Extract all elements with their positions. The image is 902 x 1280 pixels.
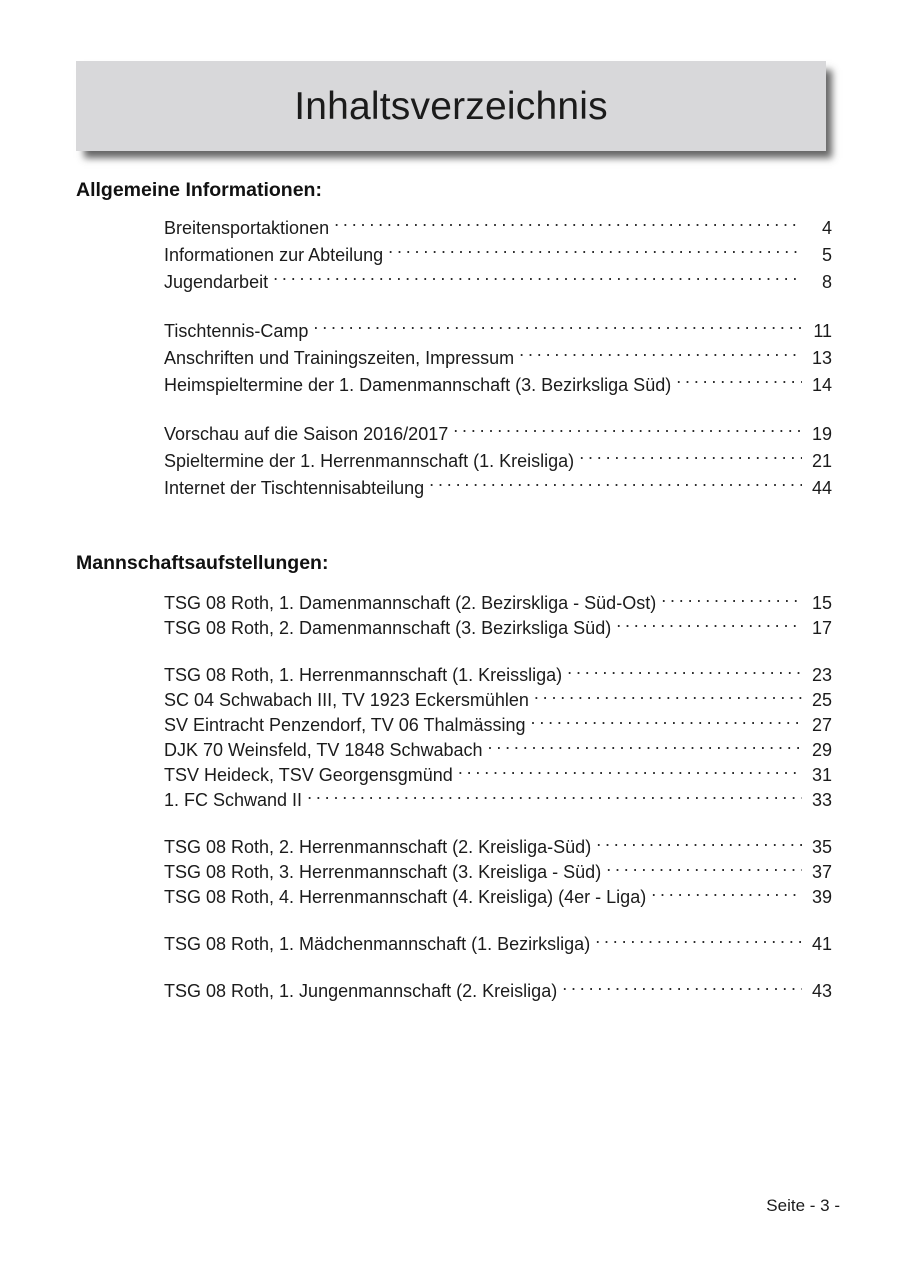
toc-entry-label: 1. FC Schwand II — [164, 790, 303, 810]
spacer — [0, 641, 902, 663]
toc-entry-page: 43 — [811, 981, 832, 1001]
toc-entry-page: 21 — [811, 451, 832, 471]
toc-entry-page: 33 — [811, 790, 832, 810]
toc-entry[interactable] — [164, 448, 832, 475]
toc-entry-page: 27 — [811, 715, 832, 735]
toc-entry-page: 13 — [811, 348, 832, 368]
dot-leader — [676, 373, 802, 391]
spacer — [0, 957, 902, 979]
toc-entry-label: TSG 08 Roth, 2. Herrenmannschaft (2. Kreisliga-Süd) — [164, 837, 592, 857]
dot-leader — [488, 738, 802, 756]
spacer — [0, 296, 902, 318]
toc-entry-page: 39 — [811, 887, 832, 907]
toc-entry[interactable] — [164, 688, 832, 713]
dot-leader — [596, 835, 802, 853]
toc-group — [0, 932, 902, 957]
toc-entry[interactable] — [164, 475, 832, 502]
toc-entry[interactable] — [164, 788, 832, 813]
toc-entry[interactable] — [164, 269, 832, 296]
toc-entry-label: Tischtennis-Camp — [164, 321, 309, 341]
toc-entry[interactable] — [164, 663, 832, 688]
toc-entry-label: TSG 08 Roth, 1. Damenmannschaft (2. Bezirskliga - Süd-Ost) — [164, 593, 657, 613]
toc-entry[interactable] — [164, 616, 832, 641]
toc-entry-label: Anschriften und Trainingszeiten, Impressum — [164, 348, 515, 368]
toc-entry[interactable] — [164, 860, 832, 885]
toc-entry[interactable] — [164, 242, 832, 269]
toc-entry-page: 25 — [811, 690, 832, 710]
spacer — [0, 502, 902, 552]
toc-entry-label: Heimspieltermine der 1. Damenmannschaft (3. Bezirksliga Süd) — [164, 375, 672, 395]
spacer — [0, 202, 902, 215]
footer-page-number: Seite - 3 - — [766, 1196, 840, 1215]
dot-leader — [595, 932, 802, 950]
toc-entry-label: TSG 08 Roth, 1. Herrenmannschaft (1. Kreissliga) — [164, 665, 563, 685]
toc-header-banner — [76, 61, 826, 151]
toc-group — [0, 215, 902, 296]
toc-entry-label: TSG 08 Roth, 1. Jungenmannschaft (2. Kreisliga) — [164, 981, 558, 1001]
toc-entry-label: Internet der Tischtennisabteilung — [164, 478, 425, 498]
toc-entry[interactable] — [164, 372, 832, 399]
toc-entry-page: 37 — [811, 862, 832, 882]
toc-entry[interactable] — [164, 318, 832, 345]
toc-group — [0, 591, 902, 641]
dot-leader — [307, 788, 802, 806]
toc-group — [0, 663, 902, 813]
toc-entry-page: 4 — [821, 218, 832, 238]
toc-entry-label: TSG 08 Roth, 3. Herrenmannschaft (3. Kreisliga - Süd) — [164, 862, 602, 882]
spacer — [0, 575, 902, 591]
toc-entry-label: TSG 08 Roth, 2. Damenmannschaft (3. Bezirksliga Süd) — [164, 618, 612, 638]
spacer — [0, 399, 902, 421]
dot-leader — [313, 319, 802, 337]
dot-leader — [606, 860, 802, 878]
toc-entry-label: TSV Heideck, TSV Georgensgmünd — [164, 765, 453, 785]
toc-entry-page: 23 — [811, 665, 832, 685]
dot-leader — [661, 591, 802, 609]
dot-leader — [579, 449, 802, 467]
dot-leader — [273, 270, 802, 288]
toc-entry-page: 31 — [811, 765, 832, 785]
spacer — [0, 910, 902, 932]
dot-leader — [534, 688, 802, 706]
section-heading: Allgemeine Informationen: — [76, 179, 322, 201]
toc-entry-label: TSG 08 Roth, 1. Mädchenmannschaft (1. Bezirksliga) — [164, 934, 591, 954]
toc-group — [0, 318, 902, 399]
toc-entry-page: 11 — [813, 321, 832, 341]
toc-body — [0, 151, 902, 1004]
toc-entry[interactable] — [164, 591, 832, 616]
dot-leader — [616, 616, 802, 634]
toc-entry-label: Jugendarbeit — [164, 272, 269, 292]
section-heading: Mannschaftsaufstellungen: — [76, 552, 329, 574]
toc-entry-label: SC 04 Schwabach III, TV 1923 Eckersmühlen — [164, 690, 529, 710]
toc-entry-label: Spieltermine der 1. Herrenmannschaft (1. Kreisliga) — [164, 451, 575, 471]
spacer — [0, 813, 902, 835]
toc-group — [0, 421, 902, 502]
toc-entry[interactable] — [164, 215, 832, 242]
dot-leader — [567, 663, 802, 681]
toc-entry[interactable] — [164, 835, 832, 860]
toc-entry-page: 29 — [811, 740, 832, 760]
dot-leader — [562, 979, 802, 997]
toc-entry[interactable] — [164, 763, 832, 788]
toc-entry-page: 41 — [811, 934, 832, 954]
toc-group — [0, 979, 902, 1004]
toc-entry-page: 19 — [811, 424, 832, 444]
toc-entry-page: 15 — [811, 593, 832, 613]
toc-entry-label: SV Eintracht Penzendorf, TV 06 Thalmässing — [164, 715, 526, 735]
toc-entry-page: 5 — [821, 245, 832, 265]
toc-entry-label: Vorschau auf die Saison 2016/2017 — [164, 424, 449, 444]
toc-entry[interactable] — [164, 421, 832, 448]
section-allgemeine-informationen — [0, 179, 902, 502]
dot-leader — [651, 885, 802, 903]
page-title: Inhaltsverzeichnis — [294, 84, 608, 128]
toc-entry-label: Informationen zur Abteilung — [164, 245, 384, 265]
toc-entry[interactable] — [164, 738, 832, 763]
toc-entry[interactable] — [164, 885, 832, 910]
toc-entry-page: 35 — [811, 837, 832, 857]
toc-entry-page: 17 — [811, 618, 832, 638]
toc-entry[interactable] — [164, 713, 832, 738]
toc-entry[interactable] — [164, 979, 832, 1004]
dot-leader — [531, 713, 802, 731]
dot-leader — [429, 476, 802, 494]
dot-leader — [388, 243, 802, 261]
toc-entry-label: DJK 70 Weinsfeld, TV 1848 Schwabach — [164, 740, 483, 760]
toc-entry[interactable] — [164, 932, 832, 957]
toc-entry-page: 44 — [811, 478, 832, 498]
section-mannschaftsaufstellungen — [0, 552, 902, 1004]
toc-entry[interactable] — [164, 345, 832, 372]
dot-leader — [458, 763, 802, 781]
toc-entry-label: Breitensportaktionen — [164, 218, 330, 238]
dot-leader — [453, 422, 802, 440]
spacer — [0, 151, 902, 179]
page-footer — [0, 1196, 902, 1216]
toc-entry-page: 14 — [811, 375, 832, 395]
dot-leader — [334, 216, 802, 234]
toc-entry-label: TSG 08 Roth, 4. Herrenmannschaft (4. Kreisliga) (4er - Liga) — [164, 887, 647, 907]
toc-entry-page: 8 — [821, 272, 832, 292]
toc-group — [0, 835, 902, 910]
dot-leader — [519, 346, 802, 364]
